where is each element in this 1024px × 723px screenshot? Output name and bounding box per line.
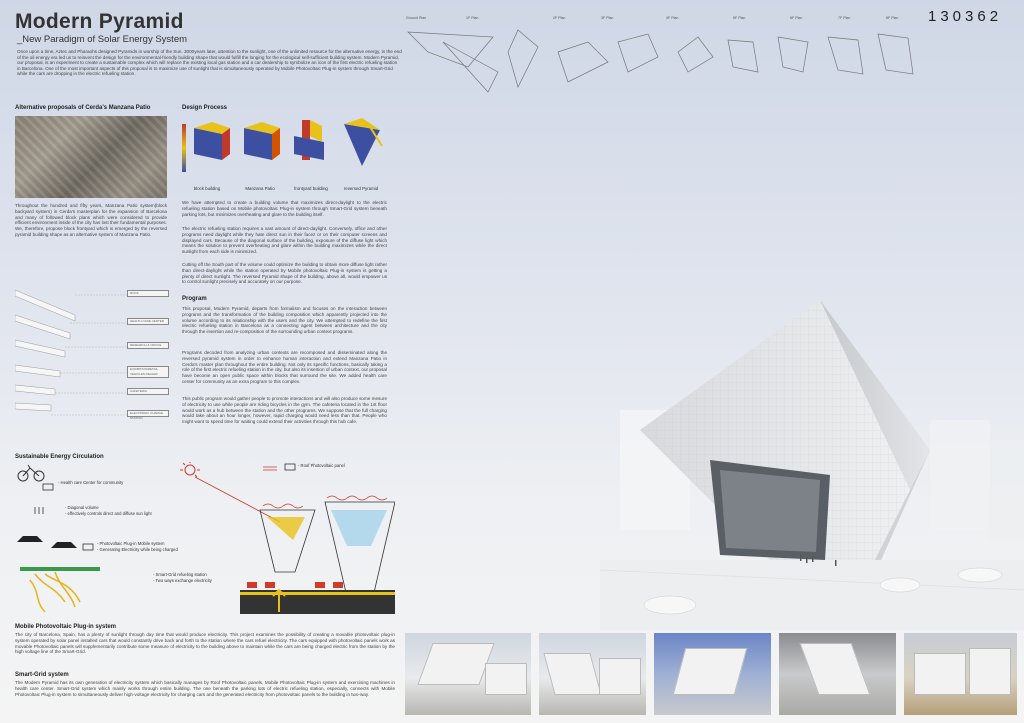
cerda-text: Throughout the hundred and fifty years, Manzana Patio system(block backyard system) in Cerda's masterplan for the expansion of Barcelona and many of followed block plans which were considered to provide efficient environment inside of the city has lost their fundamental purposes. We, therefore, propose block frontyard which is emerged by the reversed pyramid building shape as an alternative system of Manzana Patio. [15,203,167,237]
thumbnail-rendering-4 [779,633,896,715]
floor-plans-drawing [398,12,918,102]
aerial-photo [15,116,167,198]
mobile-pv-text: The city of Barcelona, Spain, has a plenty of sunlight through day time that would produce electricity. This project examines the possibility of creating a movable photovoltaic plug-in system operated by solar panel installed cars that would constantly drive back and forth to the station where the cars refuel electricity. The cars equipped with photovoltaic panels work as movable Photovoltaic panels will supplementarily contribute some measure of electricity to the building above to maintain while the cars are being charged electric from the station by the high voltage line of the Smart-Grid. [15,632,395,655]
program-stack-diagram [15,285,170,430]
program-text-3: This public program would gather people to promote interactions and will also produce some mesure of electricity to use while people are riding bicycles in the gym. The cafeteria located in the 1st floor would work as a hub between the station and the other programs. We suppose that the full charging would take about an hour longer, however, rapid charging would need less than that. People who might want to spend time for waiting could extend their activities through this hub cafe. [182,396,387,425]
program-heading: Program [182,296,207,302]
mobile-pv-heading: Mobile Photovoltaic Plug-in system [15,624,117,630]
dp-label-block: block building [193,186,221,191]
design-process-drawing [182,116,387,186]
legend-generating: - Generating Electricity while being charged [97,547,178,552]
design-process-text-3: Cutting off the South part of the volume could optimize the building to obtain more diffuse light rather than direct-daylight while the station operated by Mobile photovoltaic Plug-in system is getting a plenty of direct sunlight. The reversed Pyramid shape of the building, above all, would empower us to control sunlight precisely and accurately on our purpose. [182,262,387,285]
stack-label: RESEARCH & OFFICE [127,342,169,349]
plan-label: 4F Plan [666,16,679,20]
energy-circulation-drawing [15,462,395,622]
stack-label: ELECTRONIC CHARGE STATION [127,410,169,417]
plan-label: 5F Plan [733,16,746,20]
plan-label: 8F Plan [886,16,899,20]
dp-label-reversed: reversed Pyramid [343,186,379,191]
thumbnail-rendering-1 [405,633,531,715]
legend-mobile-pv: - Photovoltaic Plug-in Mobile system [97,541,165,546]
plan-label: 7F Plan [838,16,851,20]
pyramid-building-drawing [600,230,1024,630]
energy-heading: Sustainable Energy Circulation [15,454,104,460]
plan-label: 6F Plan [790,16,803,20]
dp-label-manzana: Manzana Patio [245,186,275,191]
plan-label: Ground Plan [406,16,427,20]
plan-label: 1F Plan [466,16,479,20]
program-stack-drawing [15,285,170,430]
legend-smart-grid: - Smart-Grid refueling station [153,572,207,577]
legend-diagonal: - Diagonal volume [65,505,99,510]
legend-two-way: - Two ways exchange electricity [153,578,212,583]
cerda-heading: Alternative proposals of Cerda's Manzana Patio [15,105,151,111]
intro-text: Once upon a time, Aztec and Pharaohs designed Pyramids in worship of the Sun. 3000years later, attention to the sunlight, one of the unlimited resource for the alternative energy, in the end of the oil energy era led us to reinvent the design for the environmental-friendly building shape that would fulfill the longing for the ecological self-sufficient building system. Modern Pyramid, our proposal, is an experiment to create a sustainable complex which will replace the existing local gas station and a car dealership to symbolize an icon of the first electric refueling station in Barcelona. One of the most important aspects of this proposal is to maximize use of sunlight that is simultaneously operated by Mobile Photovoltaic Plug-in system through Smart-Grid while the cars are dropping in the electric refueling station. [17,49,402,77]
stack-label: CAFETERIA [127,388,169,395]
stack-label: ROOF [127,290,169,297]
thumbnail-rendering-3 [654,633,771,715]
legend-roof-pv: - Roof Photovoltaic panel [298,463,345,468]
design-process-text-2: The electric refueling station requires a vast amount of direct-daylight. Conversely, office and other programs need daylight while they hate direct sun in their facez or on their computer screens and displayed cars. Because of the diagonal surface of the building, exposure of the diffuse light which means the solution to prevent overheating and glare within the building maximizes while the direct sunlight from each side is minimized. [182,226,387,255]
plan-label: 2F Plan [553,16,566,20]
legend-health: - Health care Center for community [58,480,124,485]
plan-label: 3F Plan [601,16,614,20]
thumbnail-rendering-2 [539,633,646,715]
design-process-diagram [182,116,387,186]
smart-grid-text: The Modern Pyramid has its own generation of electricity system which basically manages by Roof Photovoltaic panels, Mobile Photovoltaic Plug-in system and exercising machines in health care center. Smart-Grid system which mainly works through entire building. The one beneath the parking lots of electric refueling station, especially, connects with Mobile Photovoltaic Plug-in system to simultaneously deliver high-voltage electricity for charging cars and the generated electricity from photovoltaic panels to the building in two-way. [15,680,395,697]
program-text-2: Programs decoded from analyzing urban contexts are recomposed and disseminated along the reversed pyramid system in order to enhance human interaction and extend Manzana Patio in Cerda's master plan throughout the entire building. Not only its specific functions, basically taking a role of the first electric refueling station in the city, but also its insertion of urban context, our proposal have become an open public space within blocks that surround the site. We added health care center for community as an extra program to this complex. [182,350,387,384]
floor-plans-strip [398,12,918,102]
poster-subtitle: _New Paradigm of Solar Energy System [17,34,188,45]
design-process-text-1: We have attempted to create a building volume that maximizes direct-daylight to the electric refueling station based on Mobile photovoltaic Plug-in system through Smart-Grid system beneath parking lots, but minimizes overheating and glare to the building itself. [182,200,387,217]
legend-diffuse: - effectively controls direct and diffuse sun light [65,511,152,516]
smart-grid-heading: Smart-Grid system [15,672,69,678]
poster-title: Modern Pyramid [15,10,184,33]
energy-diagram [15,462,395,622]
entry-number: 130362 [928,8,1003,25]
stack-label: EXHIBITION/RETAIL VEHICLES DEALER [127,366,169,378]
dp-label-frontyard: frontyard building [294,186,328,191]
stack-label: HEALTH CARE CENTER [127,318,169,325]
design-process-heading: Design Process [182,105,228,111]
main-rendering [600,230,1024,630]
program-text-1: This proposal, Modern Pyramid, departs from formalism and focuses on the interaction between programs and the transformation of the building composition which apparently projected into the volume according to its relationship with the users and the city. We attempted to redefine the first electric refueling station in Barcelona as a connecting agent between architecture and the city through the insertion and re-composition of the surrounding urban context programs. [182,306,387,335]
thumbnail-rendering-5 [904,633,1017,715]
